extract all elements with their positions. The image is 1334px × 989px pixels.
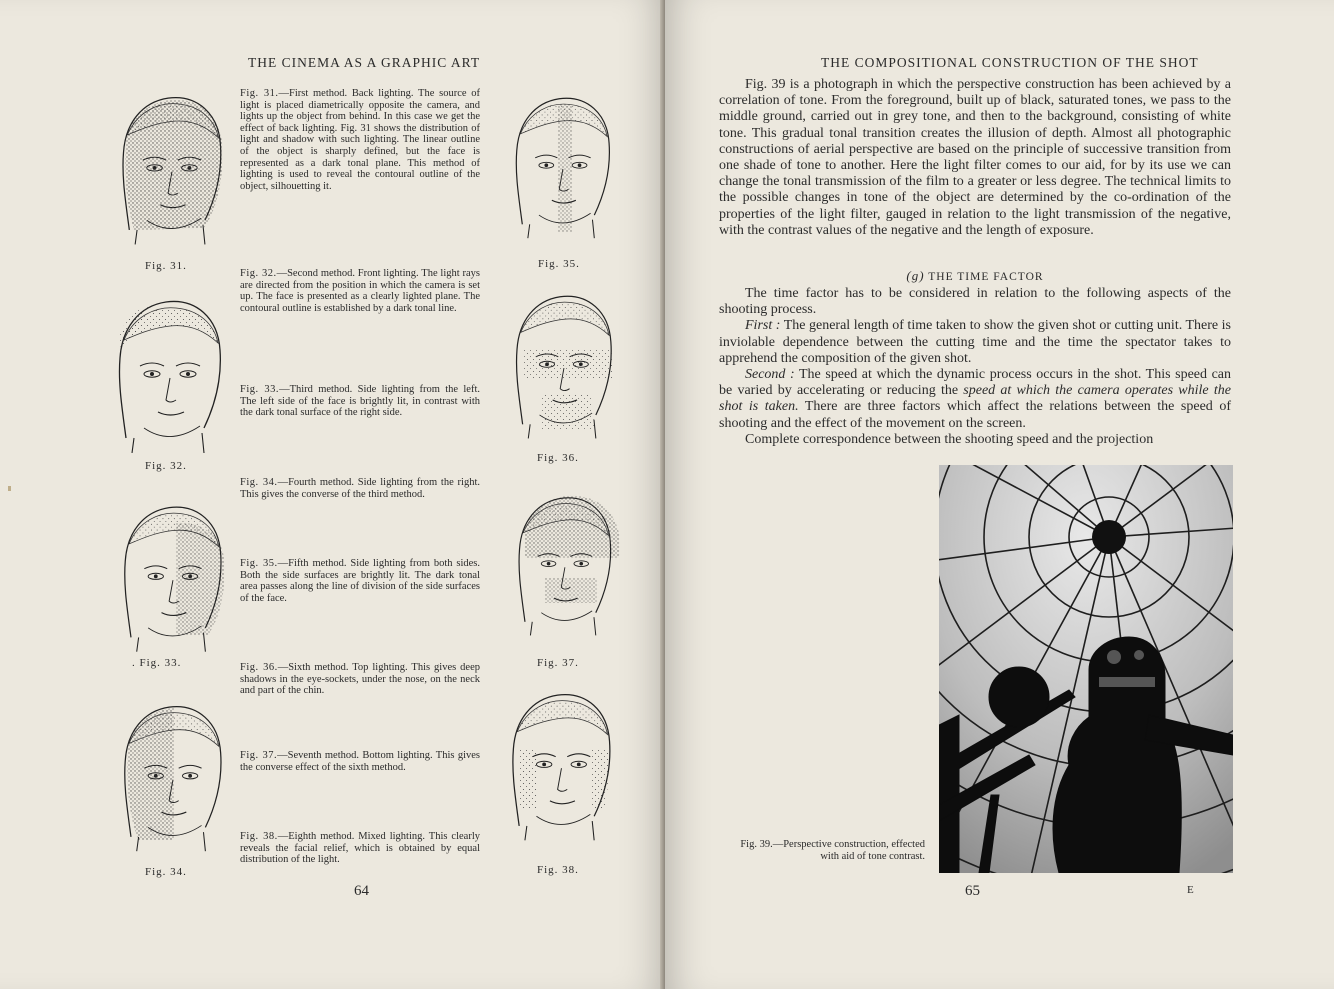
caption-fig-31-number: Fig. 31. [240, 88, 279, 99]
running-head-left: THE CINEMA AS A GRAPHIC ART [248, 55, 481, 70]
left-page [0, 0, 665, 989]
page-number-right: 65 [965, 883, 980, 899]
caption-fig-32-text: —Second method. Front lighting. The light rays are directed from the position in which the camera is set up. The face is presented as a clearly lighted plane. The contoural outline is established by a dark tonal line. [240, 268, 480, 314]
caption-fig-37 [240, 750, 480, 773]
caption-fig-37-number: Fig. 37. [240, 750, 278, 761]
face-illustration-fig-31 [108, 82, 234, 247]
paragraph-3 [719, 318, 1231, 367]
caption-fig-39-text: —Perspective construction, effected with aid of tone contrast. [772, 839, 925, 862]
signature-mark: E [1187, 884, 1194, 896]
caption-fig-34 [240, 477, 480, 500]
caption-fig-38-number: Fig. 38. [240, 831, 278, 842]
caption-fig-38-text: —Eighth method. Mixed lighting. This clearly reveals the facial relief, which is obtained by equal distribution of the light. [240, 831, 480, 866]
caption-fig-31-text: —First method. Back lighting. The source of light is placed diametrically opposite the camera, and lights up the object from behind. In this case we get the effect of back lighting. Fig. 31 shows the distribution of light and shadow with such lighting. The linear outline of the object is sharply defined, but the face is represented as a dark tonal plane. This method of lighting is used to reveal the contoural outline of the object, silhouetting it. [240, 88, 481, 192]
paragraph-5: Complete correspondence between the shooting speed and the projection [745, 431, 1154, 447]
fig-label-32: Fig. 32. [145, 460, 187, 472]
section-heading [665, 268, 1285, 284]
fig-label-38: Fig. 38. [537, 864, 579, 876]
paragraph-4-lead: Second : [745, 367, 795, 383]
running-head-right: THE COMPOSITIONAL CONSTRUCTION OF THE SHOT [821, 55, 1199, 70]
section-letter: (g) [906, 268, 925, 283]
caption-fig-39-number: Fig. 39. [740, 839, 773, 850]
caption-fig-32-number: Fig. 32. [240, 268, 277, 279]
paragraph-4-text-b: There are three factors which affect the relations between the speed of shooting and the effect of the movement on the screen. [719, 399, 1231, 431]
caption-fig-36 [240, 662, 480, 697]
caption-fig-36-text: —Sixth method. Top lighting. This gives deep shadows in the eye-sockets, under the nose, on the neck and part of the chin. [240, 662, 480, 697]
caption-fig-34-number: Fig. 34. [240, 477, 278, 488]
face-illustration-fig-37 [505, 478, 623, 643]
caption-fig-33 [240, 384, 480, 419]
right-page [665, 0, 1334, 989]
caption-fig-33-text: —Third method. Side lighting from the left. The left side of the face is brightly lit, in contrast with the dark tonal surface of the right side. [240, 384, 480, 419]
face-illustration-fig-35 [502, 82, 622, 242]
caption-fig-33-number: Fig. 33. [240, 384, 280, 395]
paragraph-4 [719, 367, 1231, 432]
caption-fig-36-number: Fig. 36. [240, 662, 278, 673]
section-title: THE TIME FACTOR [928, 271, 1044, 283]
fig-label-35: Fig. 35. [538, 258, 580, 270]
paragraph-1: Fig. 39 is a photograph in which the perspective construction has been achieved by a correlation of tone. From the foreground, built up of black, saturated tones, we pass to the middle ground, carried out in grey tone, and then to the background, consisting of white tone. This gradual tonal transition creates the illusion of depth. Almost all photographic constructions of aerial perspective are based on the principle of successive transition from one shade of tone to another. Here the light filter comes to our aid, for by its use we can change the tonal transmission of the film to a greater or less degree. The technical limits to the possible changes in tone of the object are determined by the co-ordination of the properties of the light filter, gauged in relation to the light transmission of the negative, with the contrast values of the negative and the length of exposure. [719, 77, 1231, 238]
face-illustration-fig-34 [110, 690, 234, 855]
fig-label-34: Fig. 34. [145, 866, 187, 878]
caption-fig-38 [240, 831, 480, 866]
face-illustration-fig-38 [498, 680, 623, 842]
page-number-left: 64 [354, 883, 369, 899]
caption-fig-37-text: —Seventh method. Bottom lighting. This gives the converse effect of the sixth method. [240, 750, 480, 773]
paragraph-3-lead: First : [745, 318, 781, 334]
caption-fig-34-text: —Fourth method. Side lighting from the right. This gives the converse of the third method. [240, 477, 480, 500]
paragraph-4-text-a: The speed at which the dynamic process occurs in the shot. This speed can be varied by accelerating or reducing the [719, 367, 1232, 399]
paragraph-fig-39-description [719, 77, 1231, 239]
caption-fig-32 [240, 268, 480, 314]
face-illustration-fig-33 [110, 493, 234, 653]
fig-label-31: Fig. 31. [145, 260, 187, 272]
fig-label-33: . Fig. 33. [132, 657, 182, 669]
caption-fig-35-text: —Fifth method. Side lighting from both sides. Both the side surfaces are brightly lit. The dark tonal area passes along the line of division of the side surfaces of the face. [240, 558, 480, 604]
face-illustration-fig-36 [502, 280, 624, 442]
caption-fig-35-number: Fig. 35. [240, 558, 278, 569]
paragraph-3-text: The general length of time taken to show the given shot or cutting unit. There is inviolable dependence between the cutting time and the time the spectator takes to apprehend the composition of the given shot. [719, 318, 1231, 366]
caption-fig-35 [240, 558, 480, 604]
paper-speck [8, 486, 11, 491]
caption-fig-31 [240, 88, 480, 192]
paragraph-4-emphasis: speed at which the camera operates while the shot is taken. [719, 383, 1231, 415]
face-illustration-fig-32 [104, 288, 234, 453]
time-factor-text [719, 286, 1231, 448]
photograph-fig-39 [939, 465, 1233, 873]
caption-fig-39 [725, 839, 925, 863]
paragraph-2: The time factor has to be considered in relation to the following aspects of the shooting process. [719, 286, 1231, 318]
fig-label-36: Fig. 36. [537, 452, 579, 464]
fig-label-37: Fig. 37. [537, 657, 579, 669]
